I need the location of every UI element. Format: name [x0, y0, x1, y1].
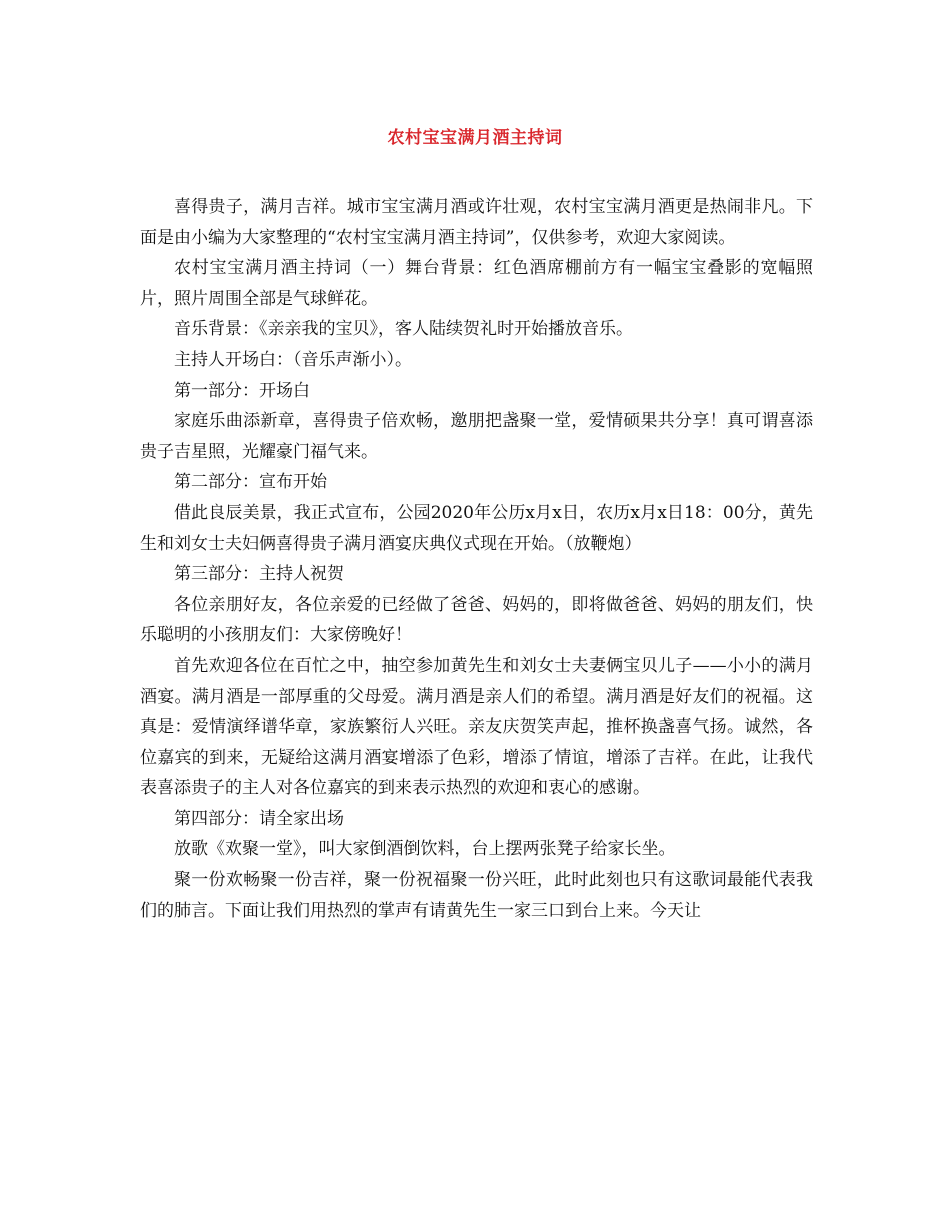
document-body	[140, 192, 813, 926]
section-heading: 第二部分：宣布开始	[174, 472, 327, 493]
section-heading: 第三部分：主持人祝贺	[174, 564, 344, 585]
paragraph: 借此良辰美景，我正式宣布，公园2020年公历x月x日，农历x月x日18：00分，黄先生和刘女士夫妇俩喜得贵子满月酒宴庆典仪式现在开始。（放鞭炮）	[140, 502, 813, 554]
paragraph: 音乐背景：《亲亲我的宝贝》，客人陆续贺礼时开始播放音乐。	[174, 319, 633, 340]
document-title: 农村宝宝满月酒主持词	[387, 128, 563, 148]
paragraph: 主持人开场白：（音乐声渐小）。	[174, 349, 412, 370]
paragraph: 家庭乐曲添新章，喜得贵子倍欢畅，邀朋把盏聚一堂，爱情硕果共分享！真可谓喜添贵子吉星照，光耀豪门福气来。	[140, 411, 813, 462]
section-heading: 第一部分：开场白	[174, 380, 310, 401]
paragraph: 农村宝宝满月酒主持词（一）舞台背景：红色酒席棚前方有一幅宝宝叠影的宽幅照片，照片周围全部是气球鲜花。	[140, 258, 813, 309]
paragraph: 喜得贵子，满月吉祥。城市宝宝满月酒或许壮观，农村宝宝满月酒更是热闹非凡。下面是由小编为大家整理的“农村宝宝满月酒主持词”，仅供参考，欢迎大家阅读。	[140, 197, 813, 248]
paragraph: 各位亲朋好友，各位亲爱的已经做了爸爸、妈妈的，即将做爸爸、妈妈的朋友们，快乐聪明的小孩朋友们：大家傍晚好！	[140, 594, 813, 646]
paragraph: 聚一份欢畅聚一份吉祥，聚一份祝福聚一份兴旺，此时此刻也只有这歌词最能代表我们的肺言。下面让我们用热烈的掌声有请黄先生一家三口到台上来。今天让	[140, 870, 813, 921]
paragraph: 放歌《欢聚一堂》，叫大家倒酒倒饮料，台上摆两张凳子给家长坐。	[174, 839, 676, 860]
paragraph: 首先欢迎各位在百忙之中，抽空参加黄先生和刘女士夫妻俩宝贝儿子——小小的满月酒宴。满月酒是一部厚重的父母爱。满月酒是亲人们的希望。满月酒是好友们的祝福。这真是：爱情演绎谱华章，家族繁衍人兴旺。亲友庆贺笑声起，推杯换盏喜气扬。诚然，各位嘉宾的到来，无疑给这满月酒宴增添了色彩，增添了情谊，增添了吉祥。在此，让我代表喜添贵子的主人对各位嘉宾的到来表示热烈的欢迎和衷心的感谢。	[140, 655, 813, 799]
section-heading: 第四部分：请全家出场	[174, 808, 344, 829]
